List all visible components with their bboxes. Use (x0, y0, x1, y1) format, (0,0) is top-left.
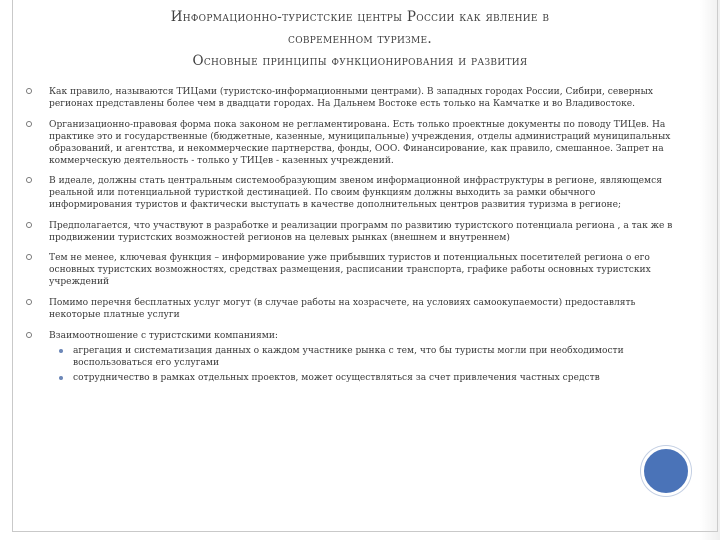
hollow-circle-bullet-icon (26, 88, 32, 94)
list-item-text: Предполагается, что участвуют в разработке и реализации программ по развитию туристского потенциала региона , а так же в продвижении туристских возможностей регионов на целевых рынках (внешнем и внутреннем) (49, 220, 673, 243)
decorative-circle-icon (641, 446, 691, 496)
slide-shadow (700, 0, 720, 540)
list-item-text: Тем не менее, ключевая функция – информирование уже прибывших туристов и потенциальных посетителей региона о его основных туристских возможностях, средствах размещения, расписании транспорта, графике работы основных туристских учреждений (49, 253, 651, 288)
sub-list-item-text: агрегация и систематизация данных о каждом участнике рынка с тем, что бы туристы могли при необходимости воспользоваться его услугами (73, 345, 624, 368)
title-line-1: Информационно-туристские центры России как явление в (170, 9, 550, 25)
list-item (24, 119, 680, 167)
list-item (24, 297, 680, 321)
list-item-text: В идеале, должны стать центральным системообразующим звеном информационной инфраструктуры в регионе, являющемся реальной или потенциальной туристкой дестинацией. По своим функциям должны выходить за рамки обычного информирования туристов и фактически выступать в качестве дополнительных центров развития туризма в регионе; (49, 176, 662, 211)
list-item (24, 86, 680, 110)
dot-bullet-icon (59, 349, 63, 353)
list-item-text: Взаимоотношение с туристскими компаниями: (49, 330, 278, 341)
title-line-3: Основные принципы функционирования и развития (192, 53, 528, 69)
list-item (24, 175, 680, 211)
sub-list-item (49, 345, 680, 369)
list-item-text: Помимо перечня бесплатных услуг могут (в случае работы на хозрасчете, на условиях самоокупаемости) предоставлять некоторые платные услуги (49, 297, 636, 320)
list-item-text: Организационно-правовая форма пока законом не регламентирована. Есть только проектные документы по поводу ТИЦев. На практике это и государственные (бюджетные, казенные, муниципальные) учреждения, отделы администраций муниципальных образований, и агентства, и некоммерческие партнерства, фонды, ООО. Финансирование, как правило, смешанное. Запрет на коммерческую деятельность - только у ТИЦев - казенных учреждений. (49, 119, 671, 166)
dot-bullet-icon (59, 376, 63, 380)
slide-title (40, 6, 680, 72)
sub-list-item (49, 372, 680, 384)
hollow-circle-bullet-icon (26, 222, 32, 228)
list-item (24, 252, 680, 288)
hollow-circle-bullet-icon (26, 299, 32, 305)
list-item-text: Как правило, называются ТИЦами (туристско-информационными центрами). В западных городах России, Сибири, северных регионах представлены более чем в двадцати городах. На Дальнем Востоке есть только на Камчатке и во Владивостоке. (49, 87, 653, 109)
title-line-2: современном туризме. (288, 31, 432, 47)
hollow-circle-bullet-icon (26, 254, 32, 260)
hollow-circle-bullet-icon (26, 332, 32, 338)
hollow-circle-bullet-icon (26, 177, 32, 183)
hollow-circle-bullet-icon (26, 121, 32, 127)
sub-list-item-text: сотрудничество в рамках отдельных проектов, может осуществляться за счет привлечения частных средств (73, 372, 600, 383)
list-item (24, 220, 680, 244)
list-item (24, 330, 680, 384)
bullet-list (24, 86, 680, 392)
